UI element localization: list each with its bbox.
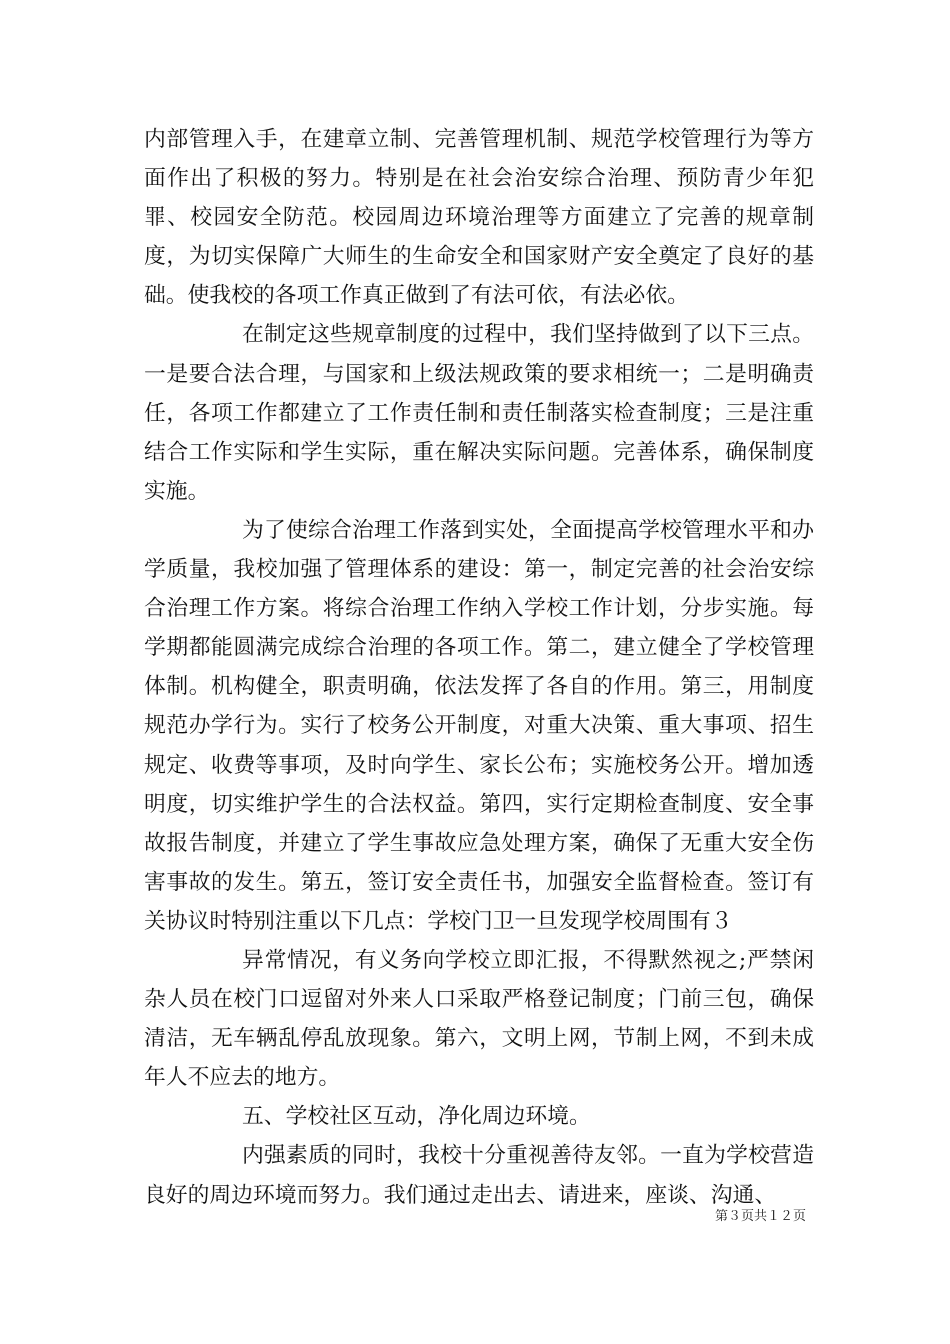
- paragraph-1: 内部管理入手，在建章立制、完善管理机制、规范学校管理行为等方面作出了积极的努力。特别是在社会治安综合治理、预防青少年犯罪、校园安全防范。校园周边环境治理等方面建立了完善的规章制度，为切实保障广大师生的生命安全和国家财产安全奠定了良好的基础。使我校的各项工作真正做到了有法可依，有法必依。: [144, 127, 814, 309]
- section-heading: 五、学校社区互动，净化周边环境。: [242, 1104, 591, 1130]
- paragraph-3: 为了使综合治理工作落到实处，全面提高学校管理水平和办学质量，我校加强了管理体系的建设：第一，制定完善的社会治安综合治理工作方案。将综合治理工作纳入学校工作计划，分步实施。每学期都能圆满完成综合治理的各项工作。第二，建立健全了学校管理体制。机构健全，职责明确，依法发挥了各自的作用。第三，用制度规范办学行为。实行了校务公开制度，对重大决策、重大事项、招生规定、收费等事项，及时向学生、家长公布；实施校务公开。增加透明度，切实维护学生的合法权益。第四，实行定期检查制度、安全事故报告制度，并建立了学生事故应急处理方案，确保了无重大安全伤害事故的发生。第五，签订安全责任书，加强安全监督检查。签订有关协议时特别注重以下几点：学校门卫一旦发现学校周围有３: [144, 517, 814, 934]
- paragraph-4: 异常情况，有义务向学校立即汇报，不得默然视之;严禁闲杂人员在校门口逗留对外来人口采取严格登记制度；门前三包，确保清洁，无车辆乱停乱放现象。第六，文明上网，节制上网，不到未成年人不应去的地方。: [144, 947, 814, 1091]
- paragraph-2: 在制定这些规章制度的过程中，我们坚持做到了以下三点。一是要合法合理，与国家和上级法规政策的要求相统一；二是明确责任，各项工作都建立了工作责任制和责任制落实检查制度；三是注重结合工作实际和学生实际，重在解决实际问题。完善体系，确保制度实施。: [144, 322, 814, 504]
- document-body: [144, 120, 814, 1215]
- page-number-footer: 第３页共１２页: [714, 1209, 806, 1224]
- paragraph-6: 内强素质的同时，我校十分重视善待友邻。一直为学校营造良好的周边环境而努力。我们通过走出去、请进来，座谈、沟通、: [144, 1143, 814, 1208]
